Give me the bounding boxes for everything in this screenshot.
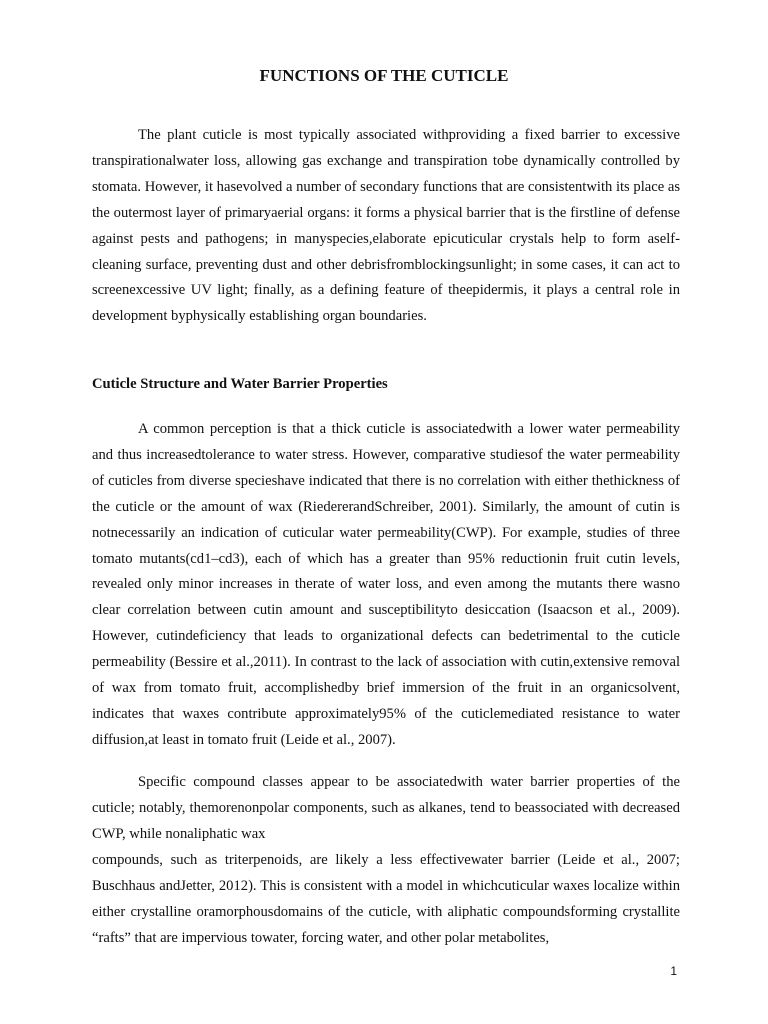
water-permeability-paragraph: A common perception is that a thick cuticle is associatedwith a lower water permeability and thus increasedtolerance to water stress. However, comparative studiesof the water permeability of cuticles from diverse specieshave indicated that there is no correlation with either thethickness of the cuticle or the amount of wax (RiedererandSchreiber, 2001). Similarly, the amount of cutin is notnecessarily an indication of cuticular water permeability(CWP). For example, studies of three tomato mutants(cd1–cd3), each of which has a greater than 95% reductionin fruit cutin levels, revealed only minor increases in therate of water loss, and even among the mutants there wasno clear correlation between cutin amount and susceptibilityto desiccation (Isaacson et al., 2009). However, cutindeficiency that leads to organizational defects can bedetrimental to the cuticle permeability (Bessire et al.,2011). In contrast to the lack of association with cutin,extensive removal of wax from tomato fruit, accomplishedby brief immersion of the fruit in an organicsolvent, indicates that waxes contribute approximately95% of the cuticlemediated resistance to water diffusion,at least in tomato fruit (Leide et al., 2007).	[92, 421, 680, 748]
document-title: FUNCTIONS OF THE CUTICLE	[259, 66, 509, 85]
section-heading: Cuticle Structure and Water Barrier Properties	[92, 376, 388, 392]
compound-classes-continued-paragraph: compounds, such as triterpenoids, are likely a less effectivewater barrier (Leide et al., 2007; Buschhaus andJetter, 2012). This is consistent with a model in whichcuticular waxes localize within either crystalline oramorphousdomains of the cuticle, with aliphatic compoundsforming crystallite “rafts” that are impervious towater, forcing water, and other polar metabolites,	[92, 852, 680, 946]
intro-paragraph: The plant cuticle is most typically associated withproviding a fixed barrier to excessive transpirationalwater loss, allowing gas exchange and transpiration tobe dynamically controlled by stomata. However, it hasevolved a number of secondary functions that are consistentwith its place as the outermost layer of primaryaerial organs: it forms a physical barrier that is the firstline of defense against pests and pathogens; in manyspecies,elaborate epicuticular crystals help to form aself-cleaning surface, preventing dust and other debrisfromblockingsunlight; in some cases, it can act to screenexcessive UV light; finally, as a defining feature of theepidermis, it plays a central role in development byphysically establishing organ boundaries.	[92, 127, 680, 325]
compound-classes-paragraph: Specific compound classes appear to be associatedwith water barrier properties of the cuticle; notably, themorenonpolar components, such as alkanes, tend to beassociated with decreased CWP, while nonaliphatic wax	[92, 774, 680, 842]
page-number: 1	[670, 964, 677, 978]
